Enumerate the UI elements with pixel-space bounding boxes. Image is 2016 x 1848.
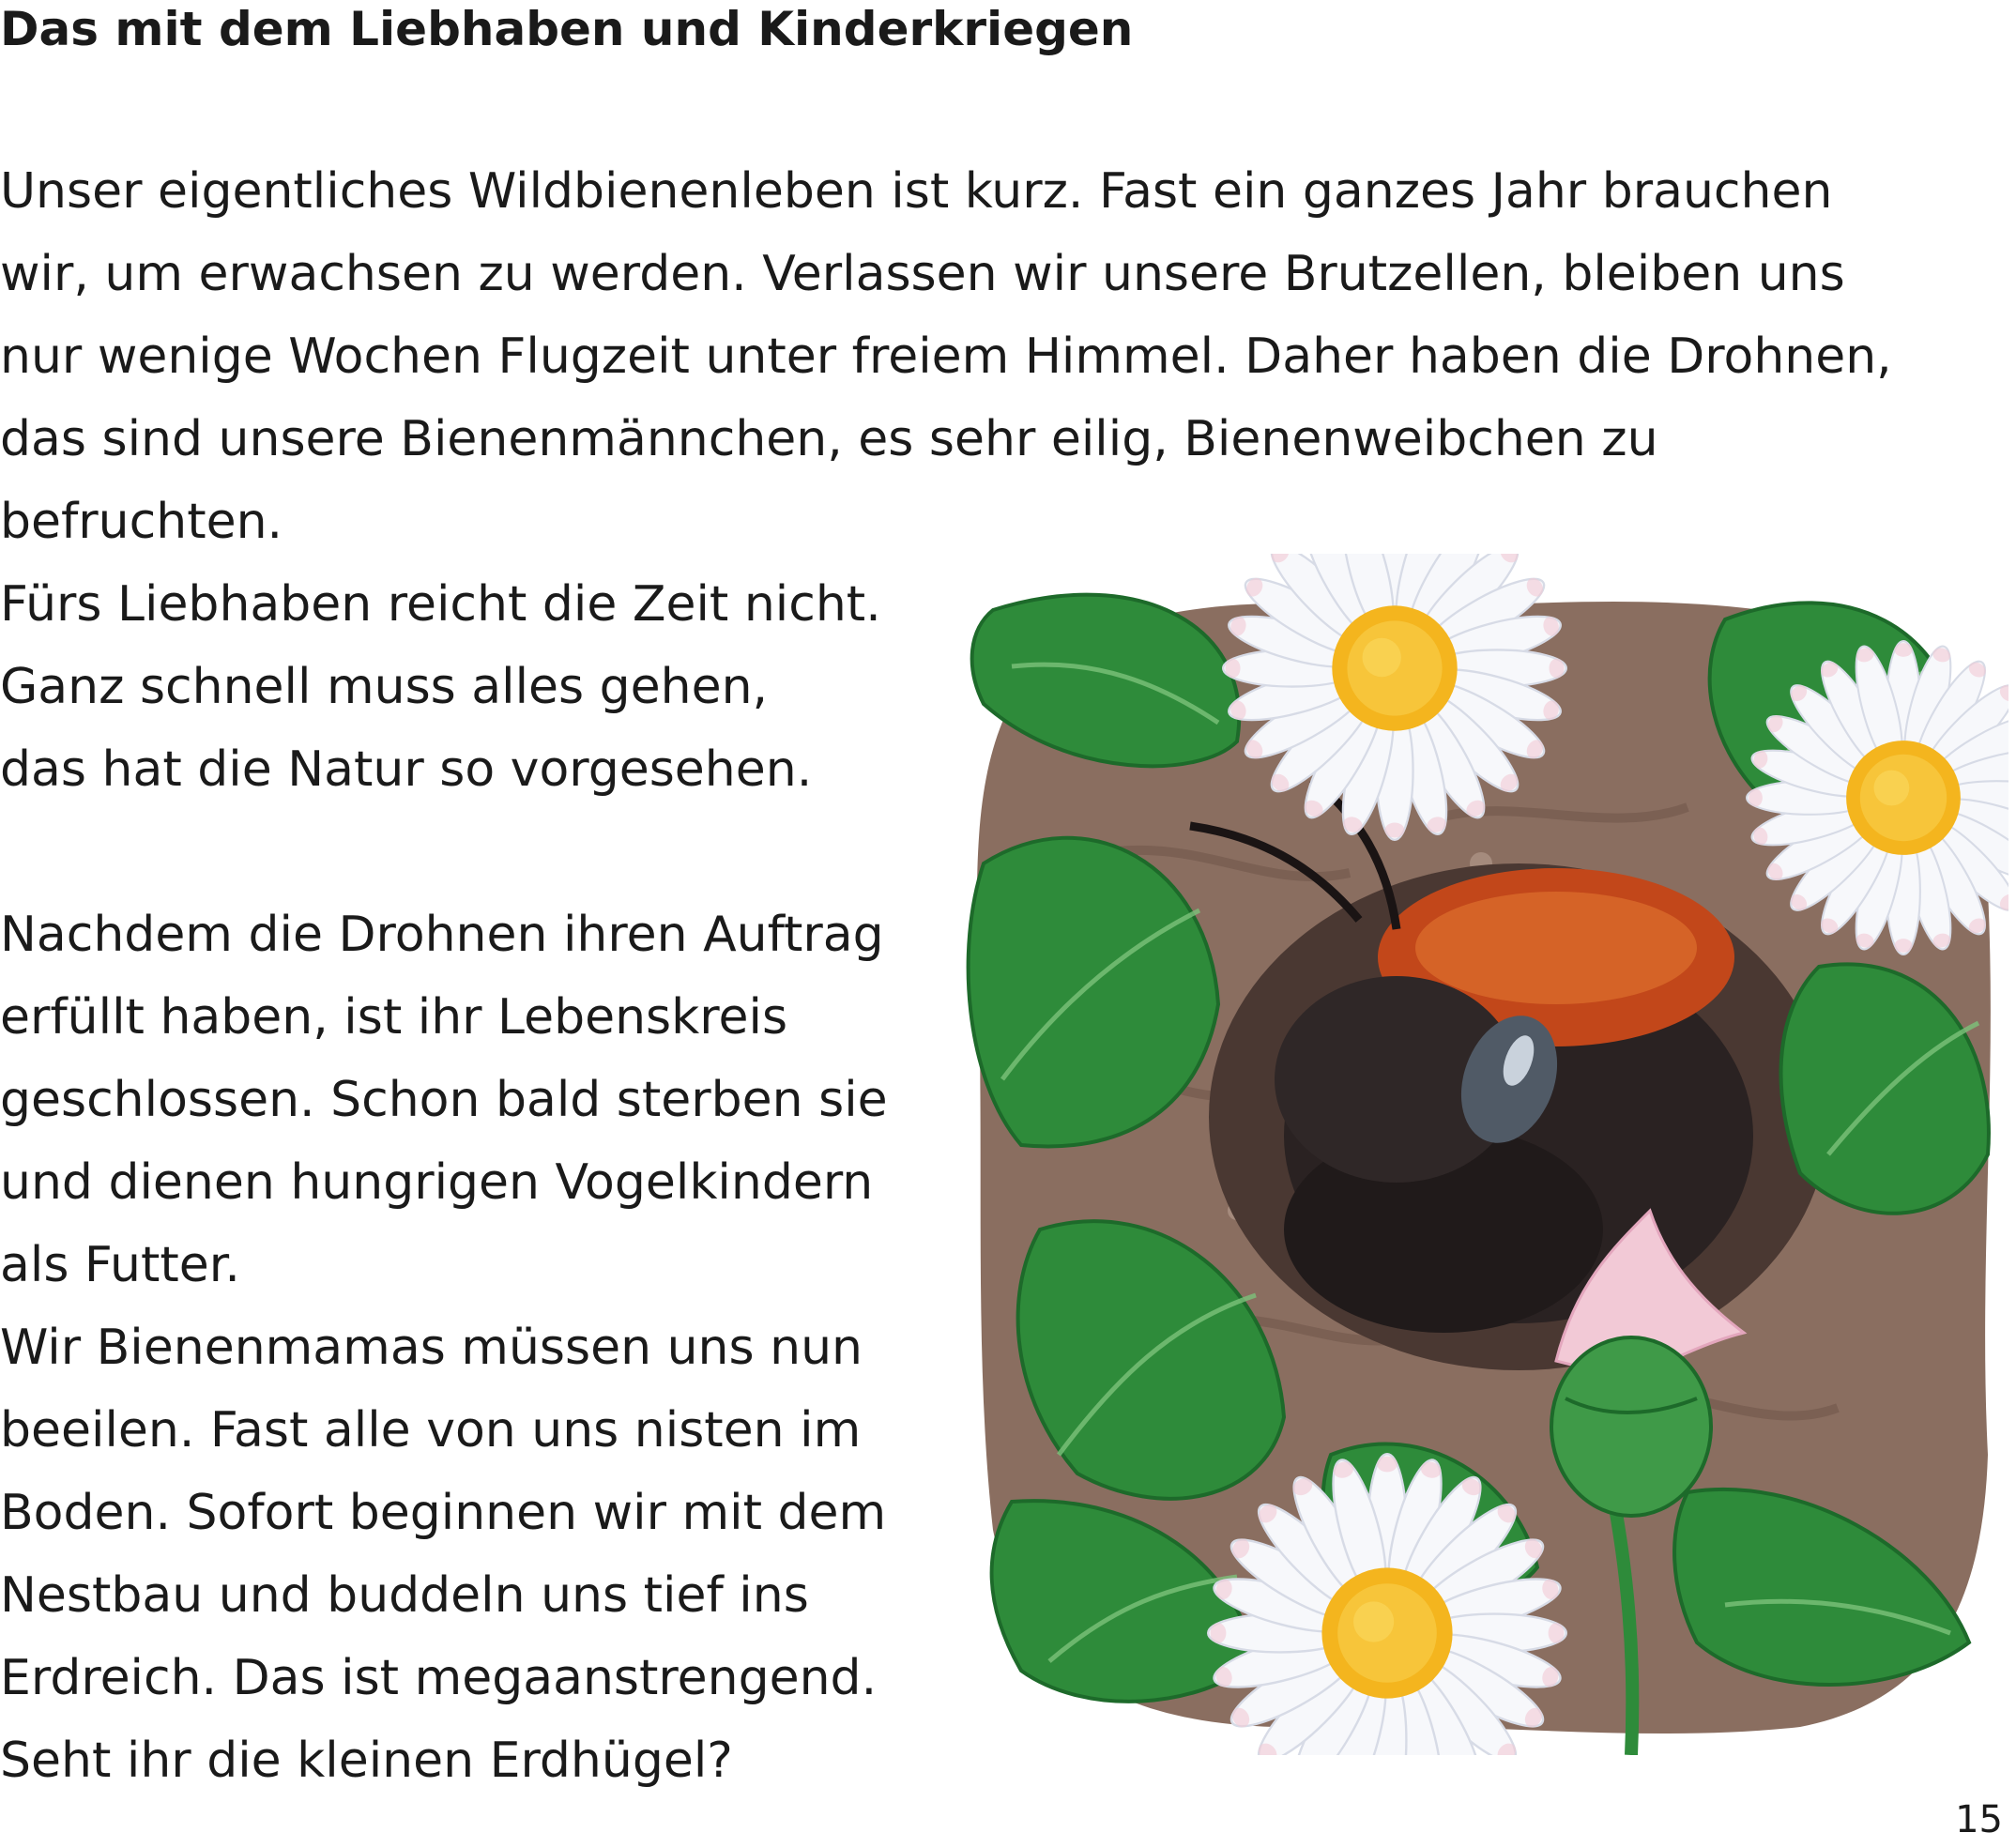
body-line: Wir Bienenmamas müssen uns nun (0, 1320, 863, 1376)
body-line: Nachdem die Drohnen ihren Auftrag (0, 907, 884, 963)
body-line: Seht ihr die kleinen Erdhügel? (0, 1733, 733, 1789)
body-line: das sind unsere Bienenmännchen, es sehr eilig, Bienenweibchen zu (0, 411, 1658, 467)
body-line: befruchten. (0, 494, 283, 550)
body-line: nur wenige Wochen Flugzeit unter freiem Himmel. Daher haben die Drohnen, (0, 328, 1892, 385)
body-line: Fürs Liebhaben reicht die Zeit nicht. (0, 576, 881, 633)
page-number: 15 (1955, 1798, 2003, 1841)
body-line: geschlossen. Schon bald sterben sie (0, 1072, 888, 1128)
body-line: Unser eigentliches Wildbienenleben ist kurz. Fast ein ganzes Jahr brauchen (0, 163, 1833, 220)
body-line: und dienen hungrigen Vogelkindern (0, 1154, 874, 1211)
body-line: das hat die Natur so vorgesehen. (0, 741, 813, 798)
body-line: Nestbau und buddeln uns tief ins (0, 1567, 809, 1624)
body-line: erfüllt haben, ist ihr Lebenskreis (0, 989, 788, 1046)
body-line: Boden. Sofort beginnen wir mit dem (0, 1485, 887, 1541)
page-title: Das mit dem Liebhaben und Kinderkriegen (0, 2, 1134, 56)
body-line: wir, um erwachsen zu werden. Verlassen wir unsere Brutzellen, bleiben uns (0, 246, 1845, 302)
bee-daisy-illustration (955, 554, 2008, 1755)
body-line: als Futter. (0, 1237, 240, 1293)
body-line: Erdreich. Das ist megaanstrengend. (0, 1650, 878, 1706)
body-line: beeilen. Fast alle von uns nisten im (0, 1402, 862, 1459)
body-line: Ganz schnell muss alles gehen, (0, 659, 769, 715)
